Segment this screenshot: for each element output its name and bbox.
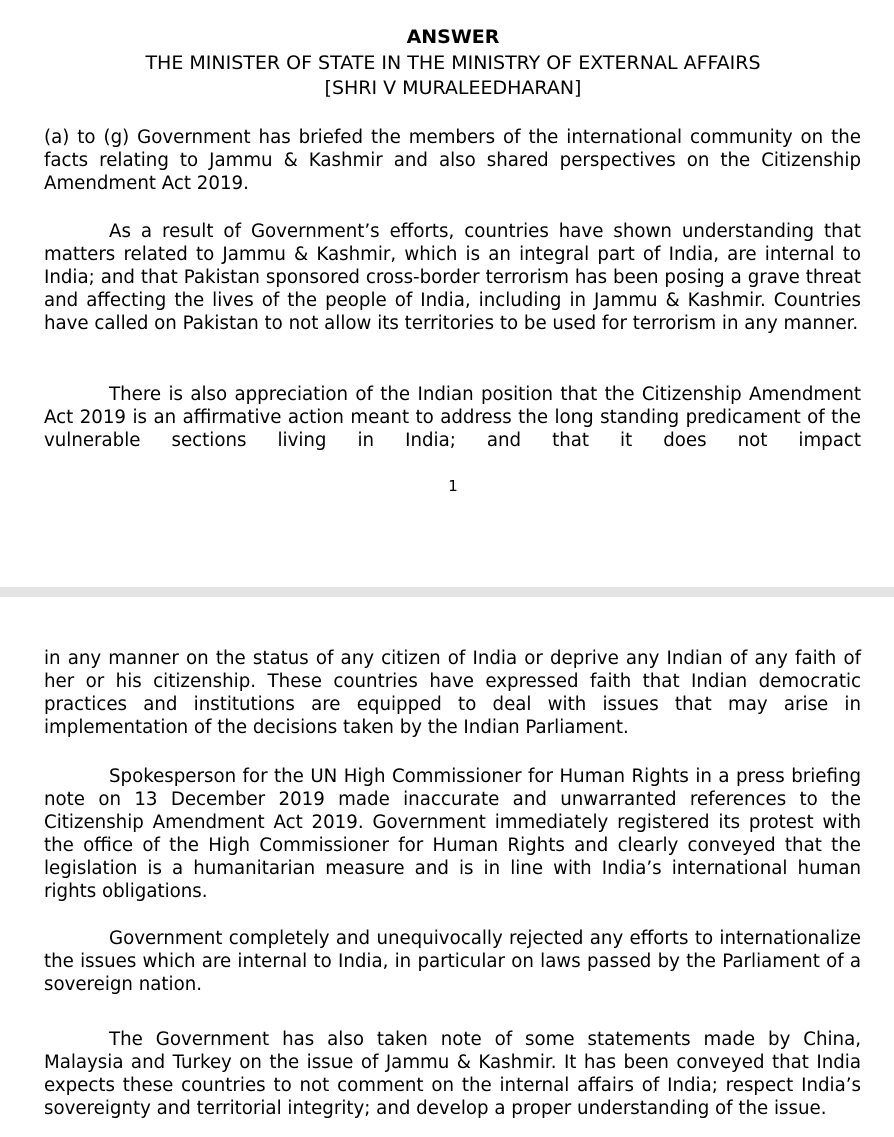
- paragraph-un-spokesperson: Spokesperson for the UN High Commissioner for Human Rights in a press briefing note on 13 December 2019 made inaccurate and unwarranted references to the Citizenship Amendment Act 2019. Government immediately registered its protest with the office of the High Commissioner for Human Rights and clearly conveyed that the legislation is a humanitarian measure and is in line with India’s international human rights obligations.: [44, 766, 861, 902]
- minister-title: THE MINISTER OF STATE IN THE MINISTRY OF EXTERNAL AFFAIRS: [145, 52, 761, 74]
- paragraph-understanding: As a result of Government’s efforts, countries have shown understanding that matters related to Jammu & Kashmir, which is an integral part of India, are internal to India; and that Pakistan sponsored cross-border terrorism has been posing a grave threat and affecting the lives of the people of India, including in Jammu & Kashmir. Countries have called on Pakistan to not allow its territories to be used for terrorism in any manner.: [44, 221, 861, 334]
- paragraph-appreciation: There is also appreciation of the Indian position that the Citizenship Amendment Act 2019 is an affirmative action meant to address the long standing predicament of the vulnerable sections living in India; and that it does not impact: [44, 384, 861, 451]
- paragraph-rejection: Government completely and unequivocally rejected any efforts to internationalize the issues which are internal to India, in particular on laws passed by the Parliament of a sovereign nation.: [44, 928, 861, 995]
- answer-heading: ANSWER: [406, 26, 500, 48]
- minister-name: [SHRI V MURALEEDHARAN]: [324, 77, 582, 99]
- page-number: 1: [448, 477, 458, 495]
- paragraph-china-malaysia-turkey: The Government has also taken note of some statements made by China, Malaysia and Turkey on the issue of Jammu & Kashmir. It has been conveyed that India expects these countries to not comment on the internal affairs of India; respect India’s sovereignty and territorial integrity; and develop a proper understanding of the issue.: [44, 1029, 861, 1119]
- page-separator: [0, 587, 894, 597]
- document-page-2: [0, 597, 894, 1137]
- paragraph-faith: in any manner on the status of any citizen of India or deprive any Indian of any faith of her or his citizenship. These countries have expressed faith that Indian democratic practices and institutions are equipped to deal with issues that may arise in implementation of the decisions taken by the Indian Parliament.: [44, 648, 861, 738]
- paragraph-briefing: (a) to (g) Government has briefed the members of the international community on the facts relating to Jammu & Kashmir and also shared perspectives on the Citizenship Amendment Act 2019.: [44, 127, 861, 194]
